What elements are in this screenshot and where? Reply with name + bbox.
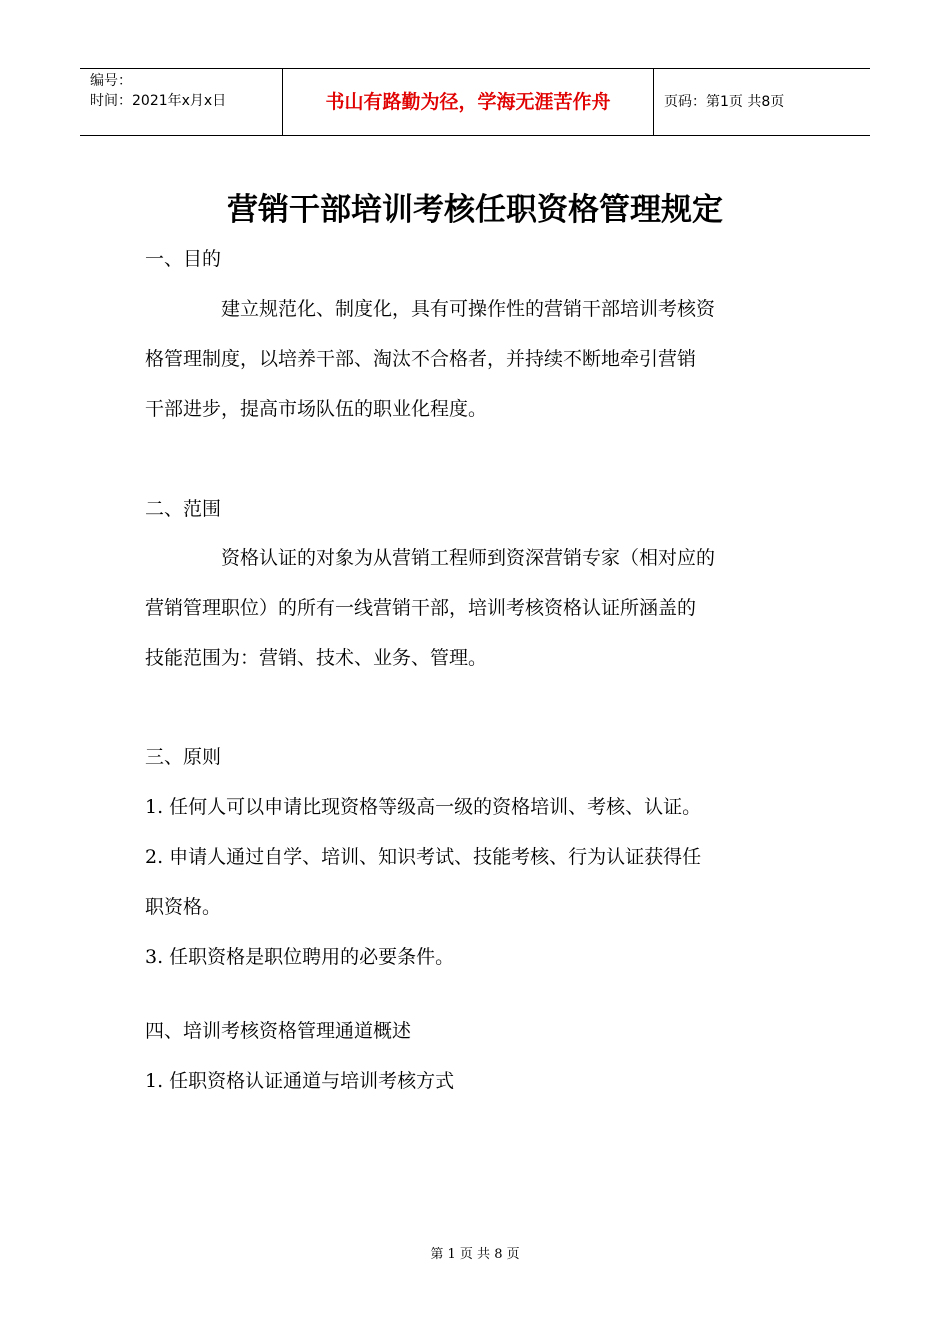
list-item: 1. 任何人可以申请比现资格等级高一级的资格培训、考核、认证。	[145, 796, 702, 818]
section-heading-purpose: 一、目的	[145, 248, 222, 270]
section-heading-principles: 三、原则	[145, 746, 222, 768]
document-number-label: 编号：	[90, 73, 132, 89]
paragraph-line: 建立规范化、制度化，具有可操作性的营销干部培训考核资	[221, 298, 716, 320]
header-meta	[80, 69, 282, 135]
header-page-info: 页码：第1页 共8页	[664, 94, 785, 110]
document-header	[80, 68, 870, 136]
document-time-label: 时间：2021年x月x日	[90, 93, 227, 109]
paragraph-line: 干部进步，提高市场队伍的职业化程度。	[145, 398, 488, 420]
list-item: 3. 任职资格是职位聘用的必要条件。	[145, 946, 455, 968]
page-footer: 第 1 页 共 8 页	[430, 1247, 520, 1262]
paragraph-line: 格管理制度，以培养干部、淘汰不合格者，并持续不断地牵引营销	[145, 348, 697, 370]
document-title: 营销干部培训考核任职资格管理规定	[227, 192, 723, 228]
list-item: 2. 申请人通过自学、培训、知识考试、技能考核、行为认证获得任	[145, 846, 702, 868]
list-item: 1. 任职资格认证通道与培训考核方式	[145, 1070, 455, 1092]
paragraph-line: 营销管理职位）的所有一线营销干部，培训考核资格认证所涵盖的	[145, 597, 697, 619]
header-motto: 书山有路勤为径，学海无涯苦作舟	[325, 91, 611, 113]
paragraph-line: 资格认证的对象为从营销工程师到资深营销专家（相对应的	[221, 547, 716, 569]
paragraph-line: 技能范围为：营销、技术、业务、管理。	[145, 647, 488, 669]
section-heading-overview: 四、培训考核资格管理通道概述	[145, 1020, 412, 1042]
header-page-info-cell	[654, 69, 870, 135]
list-item-continuation: 职资格。	[145, 896, 222, 918]
section-heading-scope: 二、范围	[145, 498, 222, 520]
header-motto-cell	[282, 69, 654, 135]
